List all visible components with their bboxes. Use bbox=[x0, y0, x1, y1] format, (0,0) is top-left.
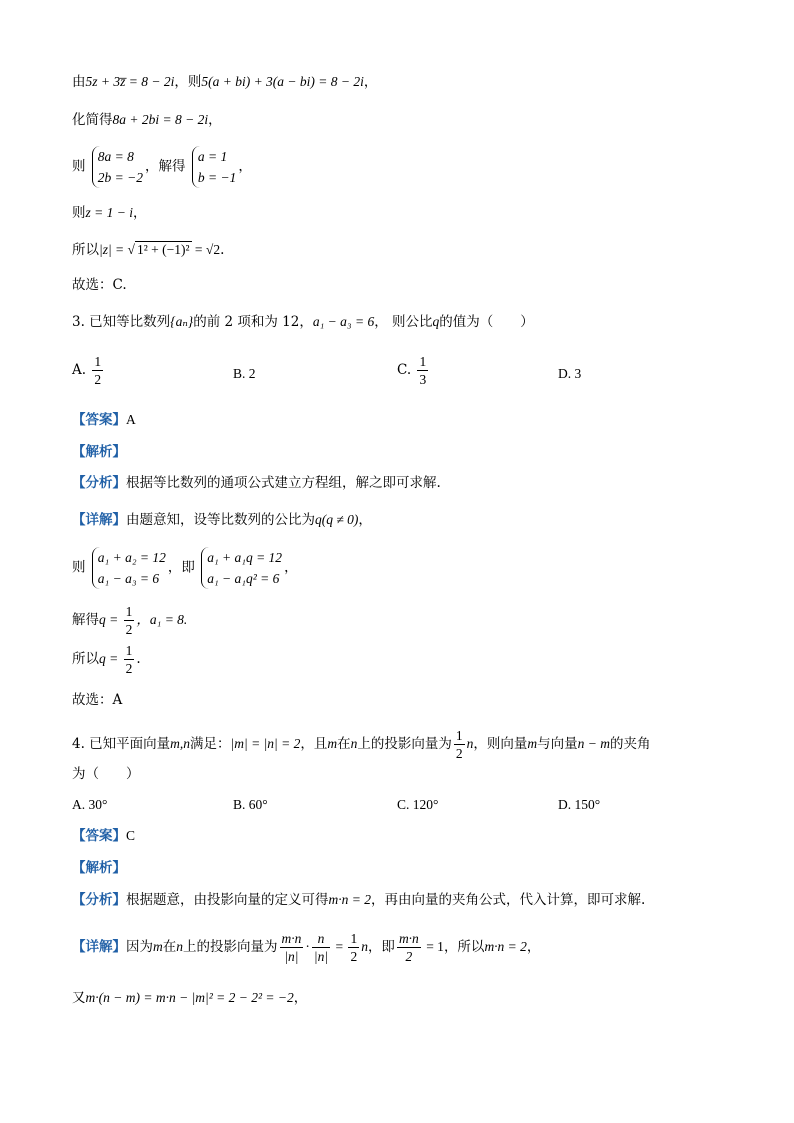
equation: a = 1 bbox=[197, 149, 228, 164]
equation: = √2 bbox=[191, 242, 221, 257]
conclusion: 故选：A bbox=[72, 692, 123, 708]
analysis bbox=[72, 890, 645, 910]
equation: {aₙ} bbox=[170, 314, 194, 329]
operator: · bbox=[305, 939, 310, 954]
analysis-heading bbox=[72, 858, 126, 878]
text: 在 bbox=[337, 736, 351, 752]
text: 4. 已知平面向量 bbox=[72, 736, 171, 752]
equation: m·n = 2 bbox=[328, 892, 371, 907]
equation-system bbox=[192, 146, 236, 188]
text: 因为 bbox=[126, 939, 153, 955]
text: 的夹角 bbox=[609, 736, 651, 752]
text: ，解得 bbox=[145, 158, 186, 175]
text: 由 bbox=[72, 74, 86, 90]
equation: n bbox=[350, 736, 358, 751]
answer-value: C bbox=[126, 828, 136, 843]
equation: n − m bbox=[577, 736, 610, 751]
text: ，再由向量的夹角公式，代入计算，即可求解. bbox=[370, 892, 646, 908]
question-4-stem bbox=[72, 727, 650, 762]
fraction: $\frac{1}{2}$ bbox=[125, 643, 133, 676]
solution-line bbox=[72, 642, 141, 677]
equation: a₁ − a₁q² = 6 bbox=[207, 571, 280, 586]
answer bbox=[72, 410, 136, 430]
text: ， 则公比 bbox=[374, 314, 433, 330]
equation: n bbox=[466, 736, 474, 751]
text: ，则向量 bbox=[473, 736, 528, 752]
option-a bbox=[72, 353, 105, 388]
conclusion: 故选：C. bbox=[72, 277, 127, 293]
sqrt-expression: 1² + (−1)² bbox=[136, 242, 190, 257]
question-4-stem-wrap: 为（ ） bbox=[72, 766, 140, 782]
text: 解得 bbox=[72, 612, 99, 628]
equation-system bbox=[201, 547, 282, 589]
equation-system bbox=[92, 146, 143, 188]
analysis-tag: 【分析】 bbox=[72, 892, 126, 908]
text: 根据题意，由投影向量的定义可得 bbox=[126, 892, 329, 908]
text: 化简得 bbox=[72, 112, 113, 128]
detail-tag: 【详解】 bbox=[72, 939, 126, 955]
equation: 5(a + bi) + 3(a − bi) = 8 − 2i bbox=[201, 74, 364, 89]
equation: 2b = −2 bbox=[97, 170, 144, 185]
text: . bbox=[220, 242, 225, 258]
detail-tag: 【详解】 bbox=[72, 512, 126, 528]
equation: m bbox=[527, 736, 538, 751]
equation: n bbox=[176, 939, 183, 954]
fraction: $\frac{1}{2}$ bbox=[350, 931, 358, 964]
equation: a₁ − a₃ = 6 bbox=[97, 571, 160, 586]
equation: a₁ − a₃ = 6 bbox=[312, 314, 375, 329]
equation: a₁ + a₂ = 12 bbox=[97, 550, 166, 565]
equation: |z| = bbox=[99, 242, 128, 257]
text: 则 bbox=[72, 158, 86, 175]
equation: a₁ + a₁q = 12 bbox=[207, 550, 283, 565]
text: 3. 已知等比数列 bbox=[72, 314, 171, 330]
text: ，即 bbox=[367, 939, 395, 955]
answer-tag: 【答案】 bbox=[72, 828, 126, 844]
fraction: $\frac{m\cdot n}{|n|}$ bbox=[281, 931, 302, 964]
equation: n bbox=[361, 939, 368, 954]
analysis-tag: 【分析】 bbox=[72, 475, 126, 491]
solution-line bbox=[72, 988, 307, 1008]
equation: m bbox=[153, 939, 163, 954]
text: ， bbox=[363, 74, 378, 90]
fraction: $\frac{1}{2}$ bbox=[125, 604, 133, 637]
equation: q bbox=[432, 314, 440, 329]
option-b: B. 60° bbox=[233, 797, 268, 812]
text: 与向量 bbox=[537, 736, 578, 752]
equation: m,n bbox=[170, 736, 191, 751]
text: 在 bbox=[162, 939, 177, 955]
option-d: D. 3 bbox=[558, 366, 582, 381]
text: ，所以 bbox=[443, 939, 485, 955]
fraction: $\frac{m\cdot n}{2}$ bbox=[398, 931, 419, 964]
text: 所以 bbox=[72, 651, 99, 667]
equation: |m| = |n| = 2 bbox=[230, 736, 301, 751]
fraction: $\frac{1}{2}$ bbox=[94, 354, 102, 387]
equation: ，a₁ = 8. bbox=[136, 612, 188, 627]
answer bbox=[72, 826, 135, 846]
equation: q = bbox=[99, 612, 122, 627]
solution-line bbox=[72, 603, 187, 638]
answer-tag: 【答案】 bbox=[72, 412, 126, 428]
equation: m bbox=[327, 736, 338, 751]
option-c: C. 120° bbox=[397, 797, 439, 812]
detail bbox=[72, 510, 372, 530]
equation: z = 1 − i bbox=[85, 205, 133, 220]
equation: m·(n − m) = m·n − |m|² = 2 − 2² = −2 bbox=[85, 990, 294, 1005]
solution-line: 所以|z| = √ 1² + (−1)² = √2. bbox=[72, 242, 225, 258]
solution-line bbox=[72, 146, 252, 188]
equation: 8a = 8 bbox=[97, 149, 134, 164]
text: ， bbox=[208, 112, 222, 128]
text: 由题意知，设等比数列的公比为 bbox=[126, 512, 315, 528]
option-label: C. bbox=[397, 362, 412, 378]
text: 的值为（ ） bbox=[439, 314, 534, 330]
fraction: $\frac{1}{3}$ bbox=[419, 354, 427, 387]
text: 上的投影向量为 bbox=[183, 939, 278, 955]
equation: 8a + 2bi = 8 − 2i bbox=[112, 112, 209, 127]
solution-line bbox=[72, 203, 146, 223]
text: 则 bbox=[72, 205, 86, 221]
text: ，且 bbox=[300, 736, 328, 752]
text: 则 bbox=[72, 559, 86, 576]
text: 上的投影向量为 bbox=[357, 736, 452, 752]
equation: m·n = 2 bbox=[484, 939, 527, 954]
fraction: $\frac{n}{|n|}$ bbox=[313, 931, 329, 964]
text: ，则 bbox=[174, 74, 202, 90]
analysis-heading bbox=[72, 442, 126, 462]
option-b: B. 2 bbox=[233, 366, 256, 381]
equation-system bbox=[92, 547, 166, 589]
answer-value: A bbox=[126, 412, 136, 427]
option-a: A. 30° bbox=[72, 797, 108, 812]
text: ， bbox=[358, 512, 372, 528]
option-d: D. 150° bbox=[558, 797, 601, 812]
text: 满足： bbox=[190, 736, 231, 752]
option-c bbox=[397, 353, 430, 388]
text: ， bbox=[284, 559, 298, 576]
equation: b = −1 bbox=[197, 170, 237, 185]
solution-line bbox=[72, 110, 222, 130]
text: ， bbox=[526, 939, 541, 955]
solution-line bbox=[72, 72, 377, 92]
detail bbox=[72, 930, 540, 965]
analysis-tag: 【解析】 bbox=[72, 860, 126, 876]
text: 根据等比数列的通项公式建立方程组，解之即可求解. bbox=[126, 475, 441, 491]
option-label: A. bbox=[72, 362, 87, 378]
analysis bbox=[72, 473, 441, 493]
analysis-tag: 【解析】 bbox=[72, 444, 126, 460]
text: 的前 2 项和为 12， bbox=[193, 314, 313, 330]
text: 所以 bbox=[72, 242, 99, 258]
equation: = 1 bbox=[422, 939, 444, 954]
text: ， bbox=[132, 205, 147, 221]
equation: q = bbox=[99, 651, 122, 666]
operator: = bbox=[332, 939, 347, 954]
text: ， bbox=[293, 990, 308, 1006]
text: 又 bbox=[72, 990, 86, 1006]
fraction: $\frac{1}{2}$ bbox=[455, 728, 463, 761]
question-3-stem bbox=[72, 312, 534, 332]
text: ， bbox=[238, 158, 252, 175]
text: ，即 bbox=[167, 559, 195, 576]
solution-line bbox=[72, 547, 298, 589]
equation: q(q ≠ 0) bbox=[315, 512, 359, 527]
equation: 5z + 3z̅ = 8 − 2i bbox=[85, 74, 175, 89]
text: . bbox=[136, 651, 141, 667]
